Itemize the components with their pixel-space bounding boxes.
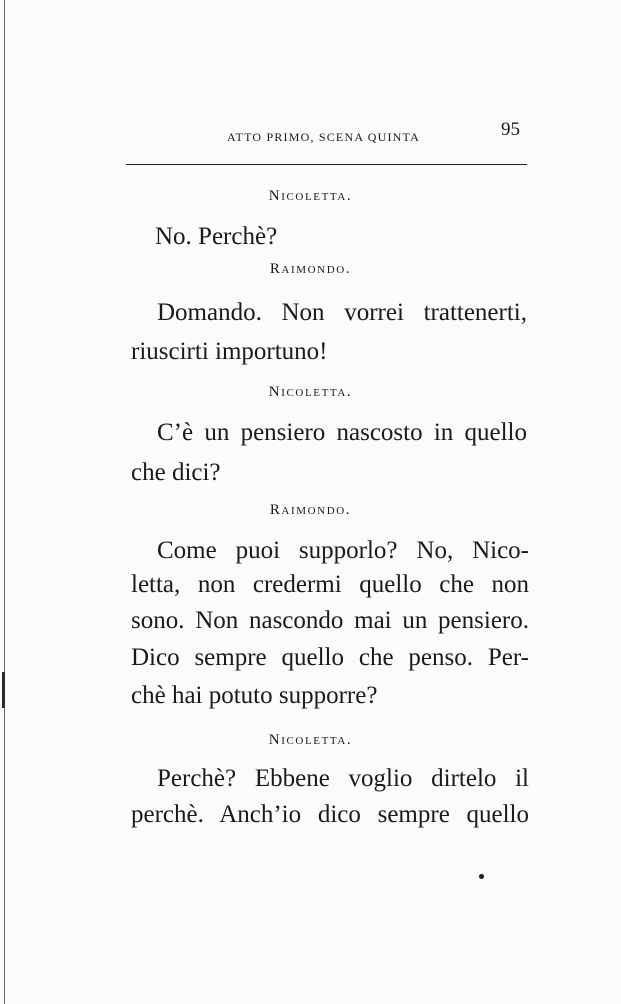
- dialogue-line: Domando. Non vorrei trattenerti,: [157, 299, 527, 326]
- dialogue-line: Come puoi supporlo? No, Nico-: [157, 537, 529, 564]
- page-header: [126, 113, 526, 143]
- speaker-name: Raimondo.: [269, 261, 352, 277]
- dialogue-line: sono. Non nascondo mai un pensiero.: [131, 607, 529, 634]
- ink-speck: [479, 874, 484, 879]
- page-edge-mark: [2, 672, 5, 708]
- dialogue-line: riuscirti importuno!: [131, 338, 328, 365]
- speaker-name: Nicoletta.: [268, 188, 353, 204]
- speaker-name: Nicoletta.: [268, 384, 353, 400]
- dialogue-line: Dico sempre quello che penso. Per-: [131, 644, 529, 671]
- header-rule: [126, 164, 527, 165]
- speaker-name: Raimondo.: [269, 502, 352, 518]
- dialogue-line: chè hai potuto supporre?: [131, 682, 378, 709]
- dialogue-line: Perchè? Ebbene voglio dirtelo il: [157, 765, 529, 792]
- dialogue-line: C’è un pensiero nascosto in quello: [157, 419, 527, 446]
- dialogue-line: letta, non credermi quello che non: [131, 571, 529, 598]
- running-title: ATTO PRIMO, SCENA QUINTA: [227, 130, 420, 144]
- page-number: 95: [501, 119, 520, 140]
- dialogue-line: perchè. Anch’io dico sempre quello: [131, 801, 529, 828]
- dialogue-line: che dici?: [131, 459, 221, 486]
- dialogue-line: No. Perchè?: [155, 223, 278, 250]
- speaker-name: Nicoletta.: [268, 732, 353, 748]
